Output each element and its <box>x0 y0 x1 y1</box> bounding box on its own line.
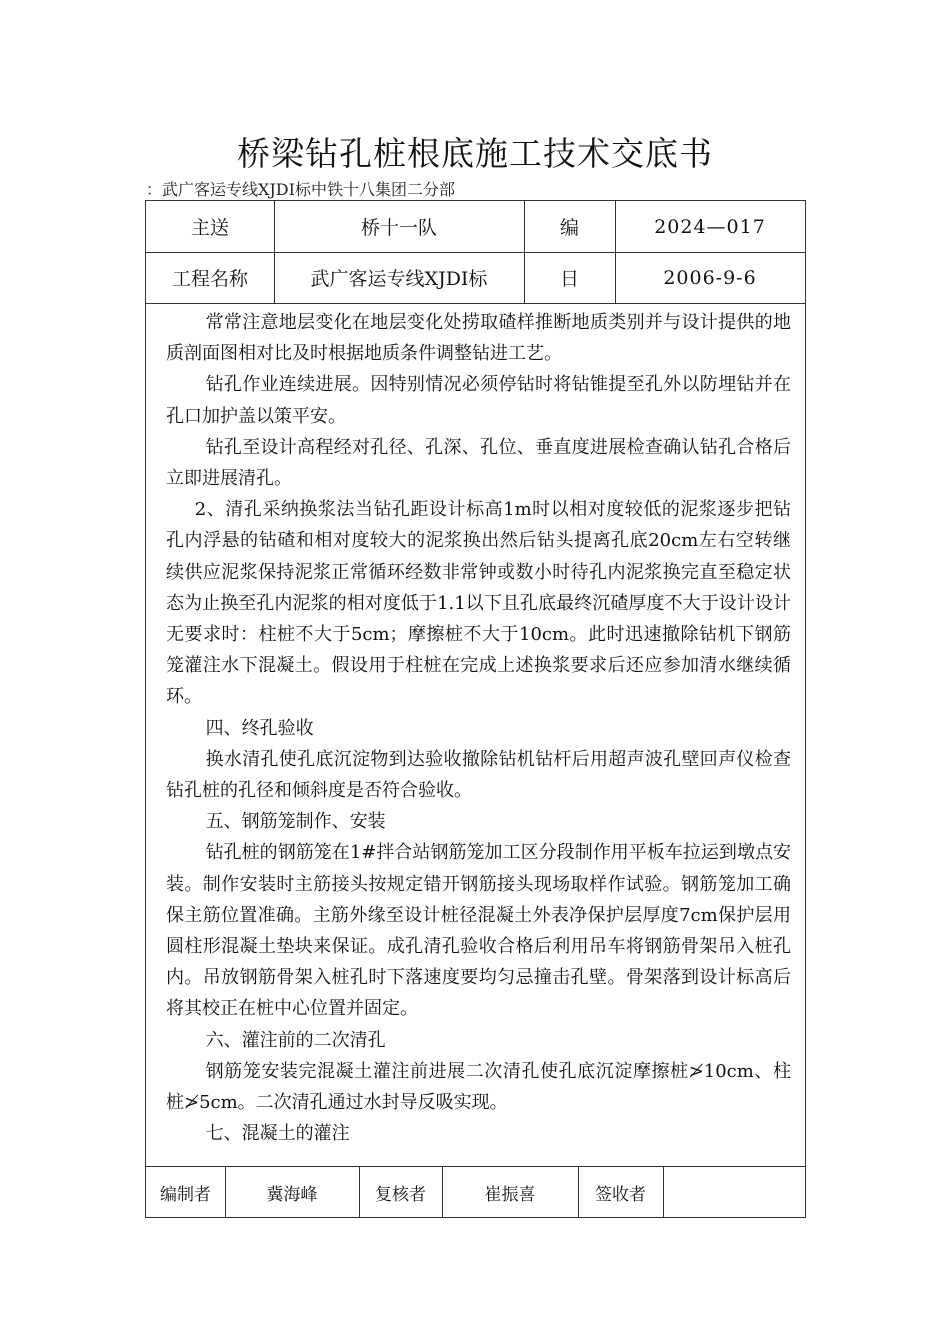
row-divider <box>146 303 805 304</box>
reviewer-name: 崔振喜 <box>484 1184 536 1205</box>
section-heading: 四、终孔验收 <box>205 717 314 739</box>
paragraph: 钻孔作业连续进展。因特别情况必须停钻时将钻锥提至孔外以防埋钻并在孔口加护盖以策平安。 <box>166 374 791 427</box>
paragraph: 换水清孔使孔底沉淀物到达验收撤除钻机钻杆后用超声波孔壁回声仪检查钻孔桩的孔径和倾斜度是否符合验收。 <box>166 748 791 802</box>
section-heading: 五、钢筋笼制作、安装 <box>205 811 386 833</box>
paragraph: 常常注意地层变化在地层变化处捞取碴样推断地质类别并与设计提供的地质剖面图相对比及时根据地质条件调整钻进工艺。 <box>166 312 791 365</box>
document-title: 桥梁钻孔桩根底施工技术交底书 <box>237 134 713 173</box>
number-value: 2024—017 <box>654 215 766 238</box>
number-label: 编 <box>559 217 579 239</box>
compiler-label: 编制者 <box>160 1184 211 1205</box>
paragraph: 钻孔桩的钢筋笼在1#拌合站钢筋笼加工区分段制作用平板车拉运到墩点安装。制作安装时主筋接头按规定错开钢筋接头现场取样作试验。钢筋笼加工确保主筋位置准确。主筋外缘至设计桩径混凝土外表净保护层厚度7cm保护层用圆柱形混凝土垫块来保证。成孔清孔验收合格后利用吊车将钢筋骨架吊入桩孔内。吊放钢筋骨架入桩孔时下落速度要均匀忌撞击孔壁。骨架落到设计标高后将其校正在桩中心位置并固定。 <box>166 842 791 1020</box>
reviewer-label: 复核者 <box>375 1184 426 1205</box>
paragraph: 钻孔至设计高程经对孔径、孔深、孔位、垂直度进展检查确认钻孔合格后立即进展清孔。 <box>166 436 791 490</box>
recipient-label: 主送 <box>190 217 229 239</box>
compiler-name: 冀海峰 <box>266 1184 318 1205</box>
project-subheader: ：武广客运专线XJDI标中铁十八集团二分部 <box>146 180 455 199</box>
date-value: 2006-9-6 <box>663 266 757 289</box>
handover-form <box>145 200 806 1218</box>
body-content <box>146 307 805 1149</box>
receiver-signature-field[interactable] <box>663 1167 805 1217</box>
receiver-label: 签收者 <box>595 1184 646 1205</box>
section-heading: 七、混凝土的灌注 <box>205 1123 350 1145</box>
project-name-value: 武广客运专线XJDI标 <box>310 268 488 290</box>
paragraph: 钢筋笼安装完混凝土灌注前进展二次清孔使孔底沉淀摩擦桩≯10cm、柱桩≯5cm。二次清孔通过水封导反吸实现。 <box>166 1060 791 1114</box>
project-name-label: 工程名称 <box>171 268 248 290</box>
recipient-value: 桥十一队 <box>360 217 437 239</box>
section-heading: 六、灌注前的二次清孔 <box>205 1029 386 1051</box>
date-label: 日 <box>559 268 579 290</box>
paragraph: 2、清孔采纳换浆法当钻孔距设计标高1m时以相对度较低的泥浆逐步把钻孔内浮悬的钻碴和相对度较大的泥浆换出然后钻头提离孔底20cm左右空转继续供应泥浆保持泥浆正常循环经数非常钟或数小时待孔内泥浆换完直至稳定状态为止换至孔内泥浆的相对度低于1.1以下且孔底最终沉碴厚度不大于设计设计无要求时：柱桩不大于5cm；摩擦桩不大于10cm。此时迅速撤除钻机下钢筋笼灌注水下混凝土。假设用于柱桩在完成上述换浆要求后还应参加清水继续循环。 <box>166 499 791 708</box>
